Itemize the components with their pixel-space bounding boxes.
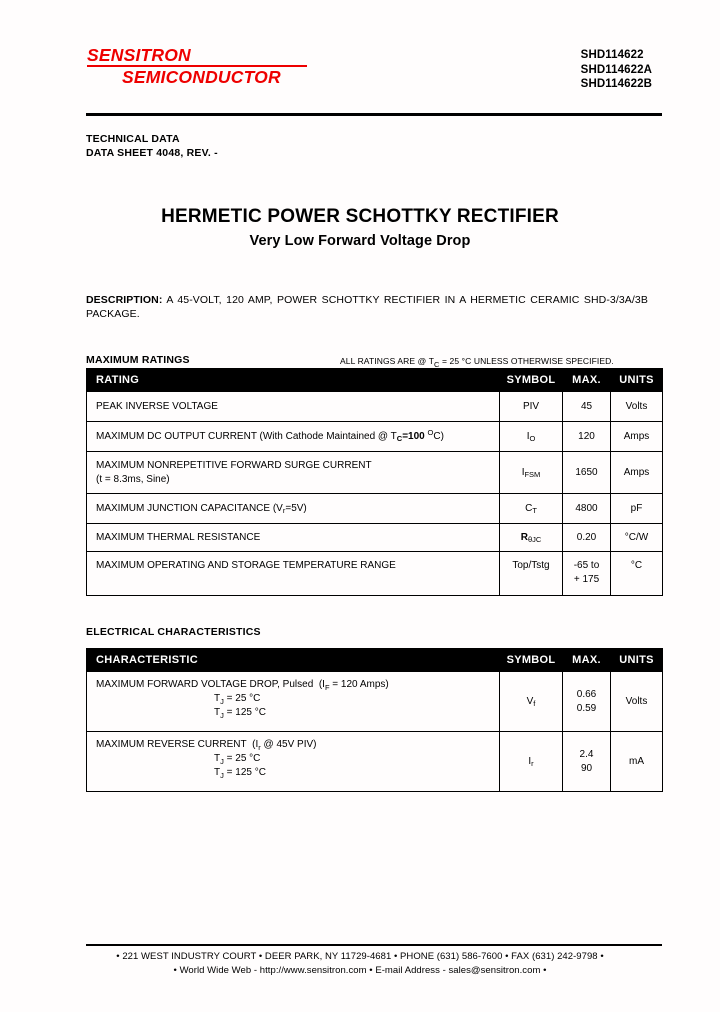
rating-text: MAXIMUM DC OUTPUT CURRENT (With Cathode Maintained @ T — [96, 430, 397, 442]
characteristic-max — [563, 732, 611, 792]
logo-text-semiconductor: SEMICONDUCTOR — [122, 67, 281, 87]
rating-units: °C — [611, 552, 663, 596]
column-header-symbol: SYMBOL — [500, 649, 563, 672]
characteristic-units: mA — [611, 732, 663, 792]
rating-symbol: $C_T$ — [500, 494, 563, 524]
description-text: A 45-VOLT, 120 AMP, POWER SCHOTTKY RECTIFIER IN A HERMETIC CERAMIC SHD-3/3A/3B PACKAGE. — [86, 294, 648, 320]
maximum-ratings-heading: MAXIMUM RATINGS — [86, 354, 190, 366]
rating-symbol: $R_{\theta JC}$ — [500, 524, 563, 552]
rating-units: pF — [611, 494, 663, 524]
rating-end: C) — [433, 430, 444, 442]
characteristic-condition-line1: $T_J = 25$ °C — [214, 753, 261, 766]
technical-data-label: TECHNICAL DATA — [86, 133, 180, 145]
rating-description — [87, 494, 500, 524]
characteristic-text: MAXIMUM REVERSE CURRENT — [96, 739, 247, 750]
rating-sub: r — [282, 506, 286, 515]
ratings-note-degree: °C UNLESS OTHERWISE SPECIFIED. — [461, 356, 614, 366]
ratings-note-tail: = 25 — [439, 356, 462, 366]
characteristic-max-25c: 0.66 — [576, 688, 597, 700]
page-subtitle: Very Low Forward Voltage Drop — [249, 233, 471, 249]
rating-symbol: Top/Tstg — [500, 552, 563, 596]
maximum-ratings-table — [86, 368, 663, 596]
footer-address-line: • 221 WEST INDUSTRY COURT • DEER PARK, NY 11729-4681 • PHONE (631) 586-7600 • FAX (631) 242-9798 • — [116, 951, 604, 962]
rating-units: °C/W — [611, 524, 663, 552]
rating-symbol: $I_O$ — [500, 422, 563, 452]
characteristic-symbol: $I_r$ — [500, 732, 563, 792]
electrical-characteristics-table — [86, 648, 663, 792]
footer-divider — [86, 944, 662, 946]
rating-units: Volts — [611, 392, 663, 422]
document-title-block — [0, 205, 720, 251]
characteristic-condition-line2: $T_J = 125$ °C — [214, 707, 266, 720]
characteristic-units: Volts — [611, 672, 663, 732]
logo-text-sensitron: SENSITRON — [87, 45, 191, 65]
table-header-row — [87, 369, 663, 392]
rating-description — [87, 422, 500, 452]
rating-sub: C — [396, 434, 403, 443]
characteristic-max-125c: 0.59 — [576, 702, 597, 714]
characteristic-text: MAXIMUM FORWARD VOLTAGE DROP, Pulsed — [96, 679, 314, 690]
rating-description: PEAK INVERSE VOLTAGE — [87, 392, 500, 422]
rating-max: 0.20 — [563, 524, 611, 552]
datasheet-revision: DATA SHEET 4048, REV. - — [86, 146, 218, 159]
characteristic-condition: (I — [252, 739, 259, 750]
table-row — [87, 422, 663, 452]
table-row — [87, 732, 663, 792]
rating-max: -65 to + 175 — [563, 552, 611, 596]
table-row — [87, 452, 663, 494]
rating-symbol: PIV — [500, 392, 563, 422]
rating-tail: =100 — [402, 430, 428, 442]
characteristic-max — [563, 672, 611, 732]
column-header-units: UNITS — [611, 369, 663, 392]
maximum-ratings-note — [340, 356, 614, 369]
rating-description: MAXIMUM OPERATING AND STORAGE TEMPERATURE RANGE — [87, 552, 500, 596]
characteristic-description: MAXIMUM REVERSE CURRENT ($I_r$ @ 45V PIV) $T_J = 25$ °C $T_J = 125$ °C — [87, 732, 500, 792]
rating-max: 120 — [563, 422, 611, 452]
rating-description — [87, 452, 500, 494]
table-row — [87, 392, 663, 422]
rating-description: MAXIMUM THERMAL RESISTANCE — [87, 524, 500, 552]
page-footer — [0, 950, 720, 977]
description-label: DESCRIPTION: — [86, 294, 163, 306]
technical-data-block — [86, 133, 218, 160]
characteristic-max-25c: 2.4 — [579, 748, 594, 760]
table-row — [87, 672, 663, 732]
characteristic-condition-line2: $T_J = 125$ °C — [214, 767, 266, 780]
page-title: HERMETIC POWER SCHOTTKY RECTIFIER — [161, 206, 559, 227]
column-header-symbol: SYMBOL — [500, 369, 563, 392]
characteristic-condition: (I — [318, 679, 325, 690]
footer-web-line: • World Wide Web - http://www.sensitron.com • E-mail Address - sales@sensitron.com • — [173, 964, 547, 976]
table-row — [87, 494, 663, 524]
rating-units: Amps — [611, 422, 663, 452]
ratings-note-sub: C — [433, 359, 440, 369]
rating-text: MAXIMUM JUNCTION CAPACITANCE (V — [96, 502, 283, 514]
column-header-rating: RATING — [87, 369, 500, 392]
rating-max: 4800 — [563, 494, 611, 524]
characteristic-max-125c: 90 — [580, 762, 593, 774]
description-paragraph — [86, 293, 648, 321]
rating-text: MAXIMUM NONREPETITIVE FORWARD SURGE CURRENT — [96, 459, 372, 471]
characteristic-symbol: $V_f$ — [500, 672, 563, 732]
rating-max: 45 — [563, 392, 611, 422]
rating-text-line2: (t = 8.3ms, Sine) — [96, 473, 170, 485]
rating-max: 1650 — [563, 452, 611, 494]
rating-tail: =5V) — [285, 502, 307, 514]
part-number-2: SHD114622A — [580, 63, 652, 76]
characteristic-condition-line1: $T_J = 25$ °C — [214, 693, 261, 706]
part-number-3: SHD114622B — [580, 78, 652, 90]
table-header-row — [87, 649, 663, 672]
rating-units: Amps — [611, 452, 663, 494]
table-row — [87, 552, 663, 596]
part-number-1: SHD114622 — [580, 49, 644, 61]
rating-sup: O — [427, 428, 434, 437]
header-divider — [86, 113, 662, 116]
characteristic-description: MAXIMUM FORWARD VOLTAGE DROP, Pulsed ($I_F = 120$ Amps) $T_J = 25$ °C $T_J = 125$ °C — [87, 672, 500, 732]
rating-symbol: $I_{FSM}$ — [500, 452, 563, 494]
column-header-characteristic: CHARACTERISTIC — [87, 649, 500, 672]
column-header-max: MAX. — [563, 649, 611, 672]
part-number-list — [581, 48, 652, 92]
electrical-characteristics-heading: ELECTRICAL CHARACTERISTICS — [86, 626, 261, 638]
table-row — [87, 524, 663, 552]
column-header-max: MAX. — [563, 369, 611, 392]
column-header-units: UNITS — [611, 649, 663, 672]
ratings-note-text: ALL RATINGS ARE @ T — [340, 356, 434, 366]
company-logo — [86, 46, 406, 87]
page-header — [86, 46, 662, 108]
